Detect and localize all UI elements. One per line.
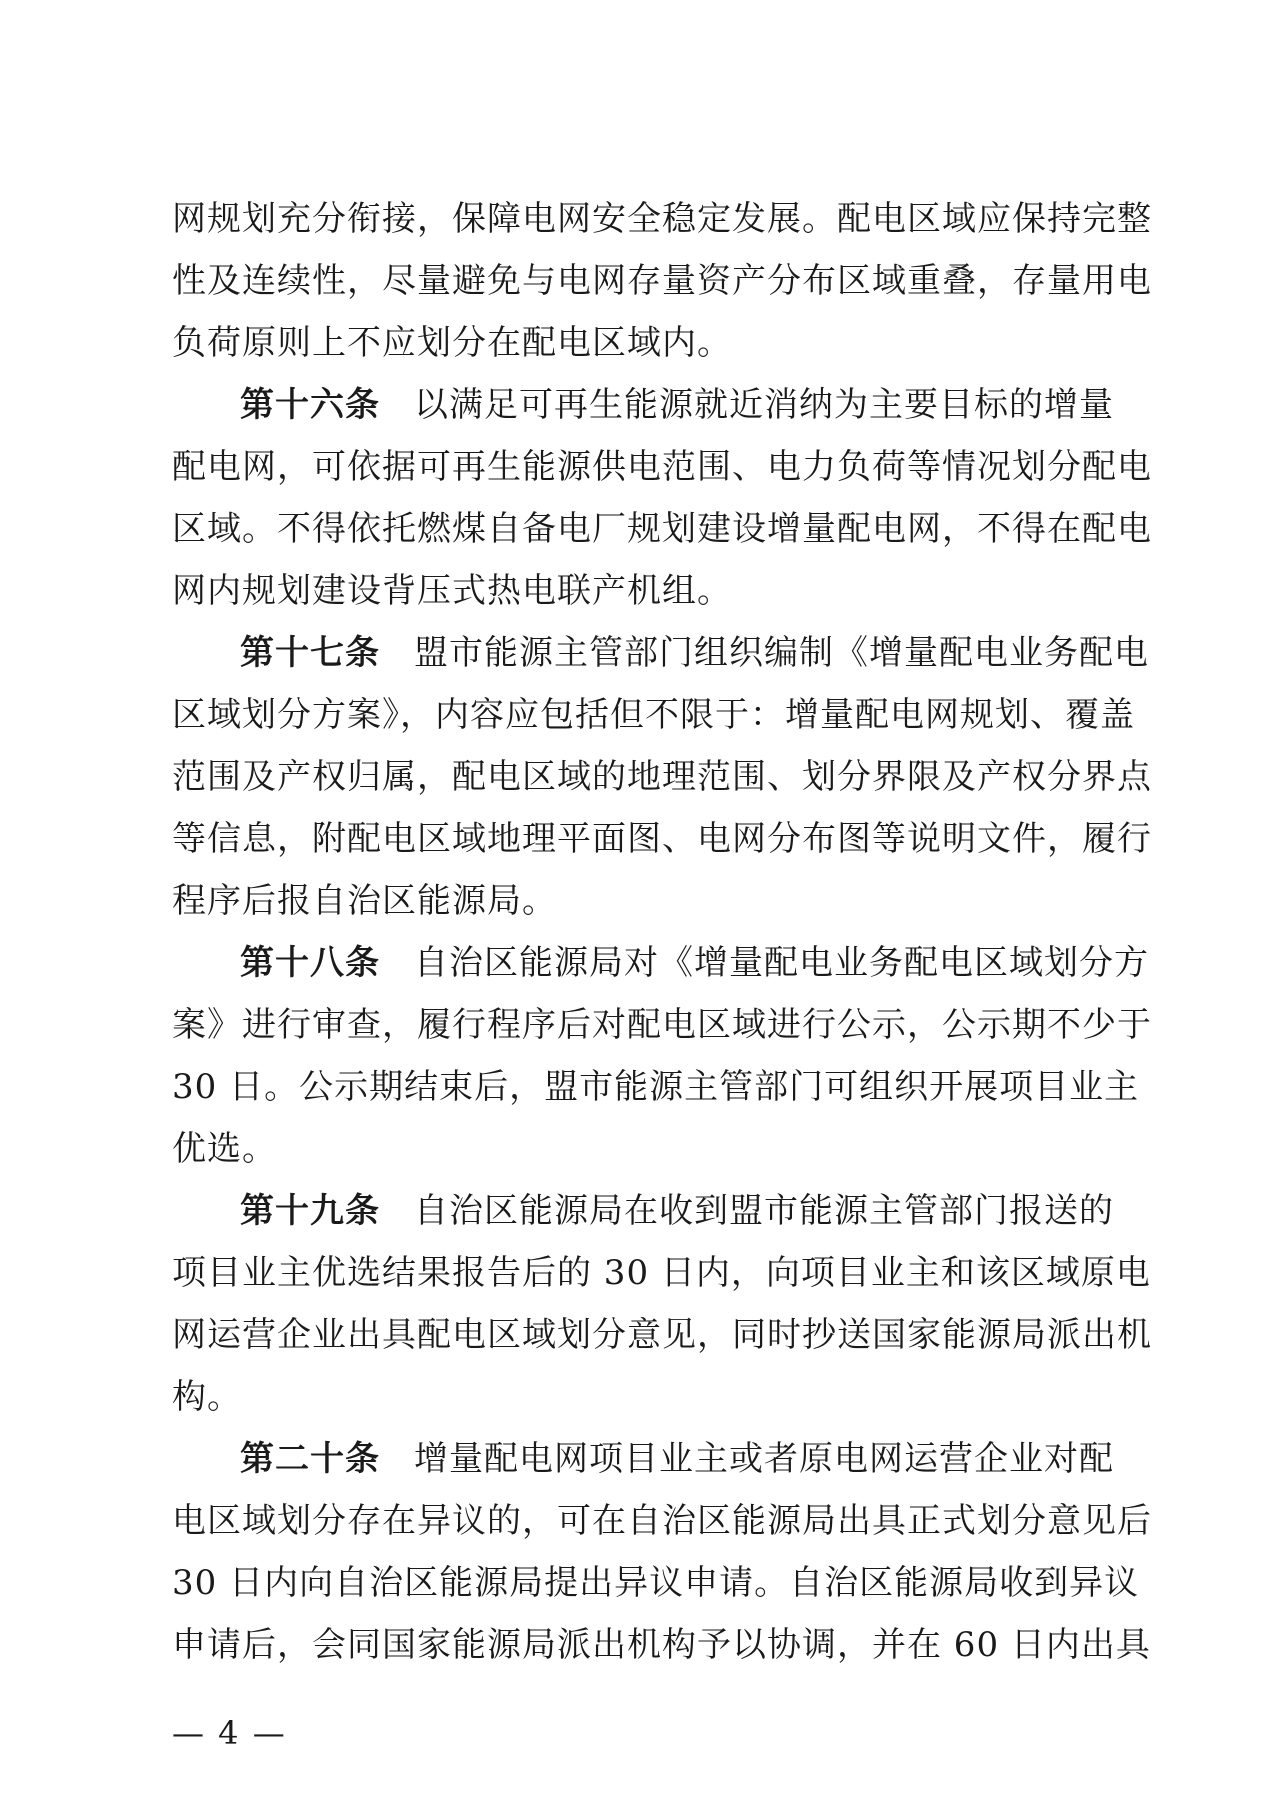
article-paragraph xyxy=(172,622,1152,932)
line-text: 构。 xyxy=(172,1377,242,1417)
line-text: 区域。不得依托燃煤自备电厂规划建设增量配电网，不得在配电 xyxy=(172,509,1152,549)
text-line xyxy=(172,622,1149,684)
article-number: 第十六条 xyxy=(240,385,380,425)
line-text: 30 日内向自治区能源局提出异议申请。自治区能源局收到异议 xyxy=(172,1563,1140,1603)
line-text: 盟市能源主管部门组织编制《增量配电业务配电 xyxy=(414,633,1149,673)
article-paragraph xyxy=(172,1180,1152,1428)
text-line xyxy=(172,1242,1151,1304)
text-line xyxy=(172,932,1149,994)
text-line xyxy=(172,1304,1152,1366)
line-text: 等信息，附配电区域地理平面图、电网分布图等说明文件，履行 xyxy=(172,819,1152,859)
line-text: 以满足可再生能源就近消纳为主要目标的增量 xyxy=(414,385,1114,425)
article-number: 第十八条 xyxy=(240,943,380,983)
article-number: 第二十条 xyxy=(240,1439,380,1479)
line-text: 区域划分方案》，内容应包括但不限于：增量配电网规划、覆盖 xyxy=(172,695,1135,735)
article-number: 第十七条 xyxy=(240,633,380,673)
line-text: 负荷原则上不应划分在配电区域内。 xyxy=(172,323,732,363)
text-line xyxy=(172,1490,1152,1552)
line-text: 自治区能源局在收到盟市能源主管部门报送的 xyxy=(414,1191,1114,1231)
text-line xyxy=(172,1428,1112,1490)
line-text: 范围及产权归属，配电区域的地理范围、划分界限及产权分界点 xyxy=(172,757,1152,797)
text-line xyxy=(172,1366,1112,1428)
text-line xyxy=(172,1056,1140,1118)
line-text: 30 日。公示期结束后，盟市能源主管部门可组织开展项目业主 xyxy=(172,1067,1140,1107)
text-line xyxy=(172,374,1112,436)
line-text: 项目业主优选结果报告后的 30 日内，向项目业主和该区域原电 xyxy=(172,1253,1151,1293)
document-body xyxy=(172,188,1152,1676)
text-line xyxy=(172,1180,1112,1242)
article-paragraph xyxy=(172,374,1152,622)
text-line xyxy=(172,1614,1151,1676)
page-number: — 4 — xyxy=(172,1714,287,1752)
line-text: 程序后报自治区能源局。 xyxy=(172,881,557,921)
text-line xyxy=(172,312,1112,374)
text-line xyxy=(172,436,1152,498)
line-text: 优选。 xyxy=(172,1129,277,1169)
text-line xyxy=(172,188,1152,250)
text-line xyxy=(172,1552,1140,1614)
continued-paragraph xyxy=(172,188,1152,374)
article-number: 第十九条 xyxy=(240,1191,380,1231)
text-line xyxy=(172,808,1152,870)
line-text: 网内规划建设背压式热电联产机组。 xyxy=(172,571,732,611)
article-paragraph xyxy=(172,1428,1152,1676)
text-line xyxy=(172,1118,1112,1180)
line-text: 案》进行审查，履行程序后对配电区域进行公示，公示期不少于 xyxy=(172,1005,1152,1045)
line-text: 网运营企业出具配电区域划分意见，同时抄送国家能源局派出机 xyxy=(172,1315,1152,1355)
text-line xyxy=(172,870,1112,932)
article-paragraph xyxy=(172,932,1152,1180)
text-line xyxy=(172,684,1135,746)
text-line xyxy=(172,250,1152,312)
text-line xyxy=(172,994,1152,1056)
line-text: 增量配电网项目业主或者原电网运营企业对配 xyxy=(414,1439,1114,1479)
line-text: 网规划充分衔接，保障电网安全稳定发展。配电区域应保持完整 xyxy=(172,199,1152,239)
line-text: 自治区能源局对《增量配电业务配电区域划分方 xyxy=(414,943,1149,983)
line-text: 配电网，可依据可再生能源供电范围、电力负荷等情况划分配电 xyxy=(172,447,1152,487)
line-text: 性及连续性，尽量避免与电网存量资产分布区域重叠，存量用电 xyxy=(172,261,1152,301)
text-line xyxy=(172,746,1152,808)
text-line xyxy=(172,498,1152,560)
line-text: 电区域划分存在异议的，可在自治区能源局出具正式划分意见后 xyxy=(172,1501,1152,1541)
text-line xyxy=(172,560,1112,622)
line-text: 申请后，会同国家能源局派出机构予以协调，并在 60 日内出具 xyxy=(172,1625,1151,1665)
